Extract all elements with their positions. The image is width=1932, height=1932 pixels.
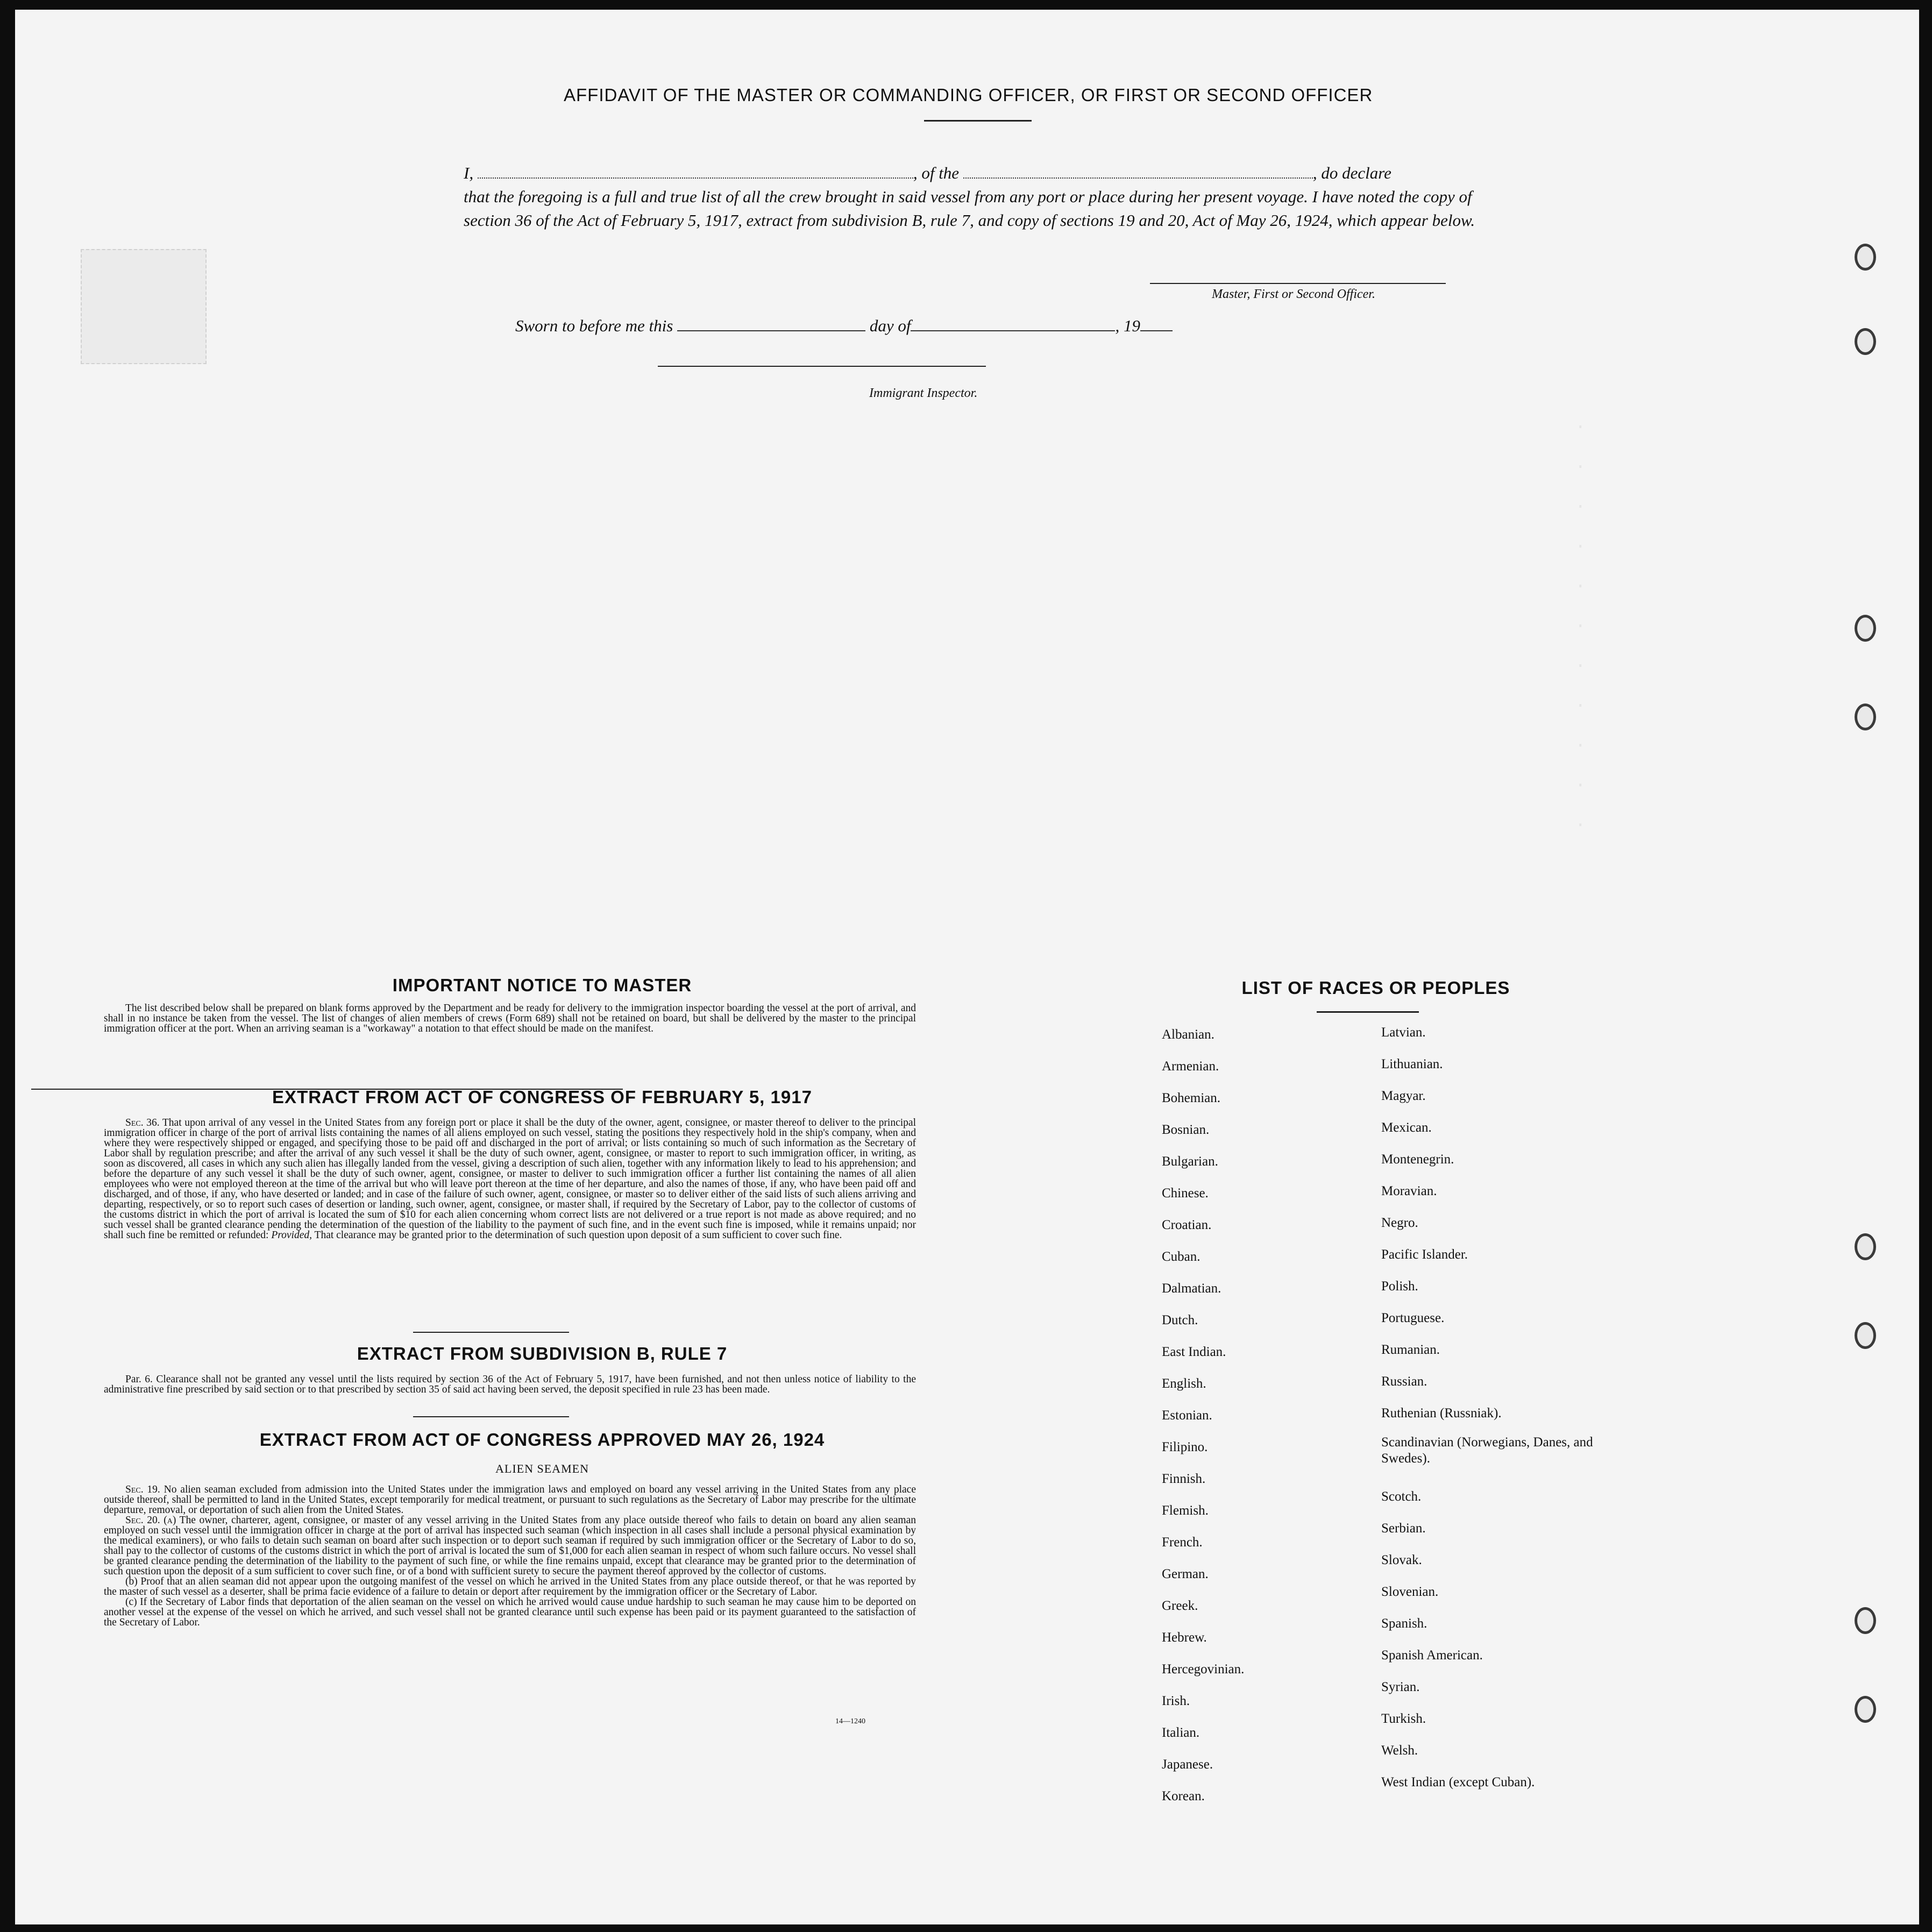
race-item: Syrian.: [1381, 1680, 1420, 1694]
sworn-day-of: day of: [869, 316, 911, 335]
races-column-1: [1162, 1024, 1366, 1817]
punch-hole: [1855, 244, 1876, 271]
extract-1917-body: [104, 1118, 916, 1240]
sworn-prefix: Sworn to before me this: [515, 316, 673, 335]
alien-seamen-subtitle: ALIEN SEAMEN: [495, 1462, 589, 1475]
decl-body: that the foregoing is a full and true list of all the crew brought in said vessel from any port or place during her present voyage. I have noted the copy of section 36 of the Act of February 5, 1917, extract from subdivision B, rule 7, and copy of sections 19 and 20, Act of May 26, 1924, which appear below.: [464, 187, 1475, 230]
punch-hole: [1855, 1696, 1876, 1723]
proviso-label: Provided,: [271, 1230, 312, 1241]
race-item: Portuguese.: [1381, 1311, 1445, 1325]
race-item: Estonian.: [1162, 1408, 1212, 1423]
decl-of-the: , of the: [913, 164, 960, 182]
sworn-month-blank: [911, 317, 1115, 331]
extract-1917-title: EXTRACT FROM ACT OF CONGRESS OF FEBRUARY 5, 1917: [272, 1087, 812, 1107]
sec19-label: Sec. 19.: [125, 1484, 160, 1495]
decl-i: I,: [464, 164, 474, 182]
punch-hole: [1855, 1322, 1876, 1349]
race-item: Croatian.: [1162, 1218, 1212, 1232]
race-item: Magyar.: [1381, 1089, 1426, 1103]
punch-hole: [1855, 1607, 1876, 1634]
race-item: Albanian.: [1162, 1027, 1214, 1042]
race-item: Japanese.: [1162, 1757, 1213, 1772]
race-item: Bohemian.: [1162, 1091, 1221, 1105]
extract-rule7-title: EXTRACT FROM SUBDIVISION B, RULE 7: [357, 1344, 728, 1363]
extract-1924-body: [104, 1484, 916, 1628]
race-item: Scotch.: [1381, 1489, 1422, 1504]
inspector-signature-line: [658, 366, 986, 367]
name-blank: [478, 165, 913, 179]
race-item: Rumanian.: [1381, 1343, 1440, 1357]
punch-hole: [1855, 704, 1876, 730]
notice-title: IMPORTANT NOTICE TO MASTER: [392, 975, 692, 995]
race-item: Russian.: [1381, 1374, 1427, 1389]
race-item: Chinese.: [1162, 1186, 1209, 1201]
race-item: Turkish.: [1381, 1711, 1426, 1726]
section-divider: [413, 1332, 569, 1333]
rule7-text: Par. 6. Clearance shall not be granted any vessel until the lists required by section 36 of the Act of February 5, 1917, have been furnished, and not then unless notice of liability to the administrative fine prescribed by said section or to that prescribed by section 35 of said act having been served, the deposit specified in rule 23 has been made.: [104, 1374, 916, 1395]
race-item: Finnish.: [1162, 1472, 1206, 1486]
affidavit-declaration: [464, 161, 1502, 232]
master-signature-line: [1150, 283, 1446, 284]
notice-body: [104, 1003, 916, 1034]
race-item: Latvian.: [1381, 1025, 1426, 1040]
race-item: East Indian.: [1162, 1345, 1226, 1359]
vessel-blank: [963, 165, 1313, 179]
sec20a-text: The owner, charterer, agent, consignee, or master of any vessel arriving in the United States from any place outside thereof who fails to detain on board any alien seaman employed on such vessel until the immigration officer in charge at the port of arrival has inspected such seaman (which inspection in all cases shall include a personal physical examination by the medical examiners), or who fails to detain such seaman on board after such inspection or to deport such seaman if required by such immigration officer or the Secretary of Labor to do so, shall pay to the collector of customs of the customs district in which the port of arrival is located the sum of $1,000 for each alien seaman in respect of whom such failure occurs. No vessel shall be granted clearance pending the determination of the liability to the payment of such fine, or while the fine remains unpaid, except that clearance may be granted prior to the determination of such question upon the deposit of a sum sufficient to cover such fine, or of a bond with sufficient surety to secure the payment thereof approved by the collector of customs.: [104, 1515, 916, 1577]
faint-stamp: [81, 249, 207, 364]
race-item: Hercegovinian.: [1162, 1662, 1245, 1677]
sec20b-label: (b): [125, 1576, 138, 1587]
punch-hole: [1855, 328, 1876, 355]
race-item: Filipino.: [1162, 1440, 1208, 1454]
race-item: Slovenian.: [1381, 1585, 1439, 1599]
race-item: Italian.: [1162, 1725, 1200, 1740]
affidavit-title: AFFIDAVIT OF THE MASTER OR COMMANDING OFFICER, OR FIRST OR SECOND OFFICER: [564, 85, 1373, 105]
race-item: Greek.: [1162, 1599, 1198, 1613]
extract-rule7-body: [104, 1374, 916, 1395]
document-page: [15, 10, 1919, 1924]
race-item: German.: [1162, 1567, 1209, 1581]
inspector-label: Immigrant Inspector.: [869, 386, 978, 400]
extract-1924-title: EXTRACT FROM ACT OF CONGRESS APPROVED MAY 26, 1924: [259, 1430, 825, 1450]
race-item: Serbian.: [1381, 1521, 1426, 1536]
race-item: Scandinavian (Norwegians, Danes, and Swedes).: [1381, 1435, 1593, 1466]
races-title: LIST OF RACES OR PEOPLES: [1241, 978, 1510, 998]
sworn-line: [515, 316, 1173, 336]
form-number: 14—1240: [835, 1717, 865, 1725]
notice-text: The list described below shall be prepared on blank forms approved by the Department and be ready for delivery to the immigration inspector boarding the vessel at the port of arrival, and shall in no instance be taken from the vessel. The list of changes of alien members of crews (Form 689) shall not be retained on board, but shall be delivered by the master to the principal immigration officer at the port. When an arriving seaman is a "workaway" a notation to that effect should be made on the manifest.: [104, 1003, 916, 1034]
race-item: Hebrew.: [1162, 1630, 1207, 1645]
race-item: Slovak.: [1381, 1553, 1422, 1567]
sworn-year: , 19: [1115, 316, 1140, 335]
race-item: Moravian.: [1381, 1184, 1437, 1198]
race-item: Armenian.: [1162, 1059, 1219, 1074]
affidavit-title-underline: [924, 120, 1032, 122]
race-item: English.: [1162, 1376, 1206, 1391]
race-item: Pacific Islander.: [1381, 1247, 1468, 1262]
race-item: Montenegrin.: [1381, 1152, 1454, 1167]
decl-do-declare: , do declare: [1312, 164, 1391, 182]
sec20c-text: If the Secretary of Labor finds that deportation of the alien seaman on the vessel on which he arrived would cause undue hardship to such seaman he may cause him to be deported on another vessel at the expense of the vessel on which he arrived, and such vessel shall not be granted clearance until such expense has been paid or its payment guaranteed to the satisfaction of the Secretary of Labor.: [104, 1596, 916, 1628]
sworn-year-blank: [1140, 317, 1173, 331]
race-item: Dutch.: [1162, 1313, 1198, 1327]
race-item: Welsh.: [1381, 1743, 1418, 1758]
race-item: Bosnian.: [1162, 1123, 1210, 1137]
race-item: Bulgarian.: [1162, 1154, 1218, 1169]
race-item: French.: [1162, 1535, 1203, 1550]
sec20b-text: Proof that an alien seaman did not appear upon the outgoing manifest of the vessel on which he arrived in the United States from any place outside thereof, or that he was reported by the master of such vessel as a deserter, shall be prima facie evidence of a failure to detain or deport after requirement by the immigration officer or the Secretary of Labor.: [104, 1576, 917, 1597]
master-signature-label: Master, First or Second Officer.: [1212, 287, 1375, 301]
race-item: Cuban.: [1162, 1249, 1201, 1264]
punch-hole: [1855, 1233, 1876, 1260]
race-item: Negro.: [1381, 1216, 1418, 1230]
race-item: Flemish.: [1162, 1503, 1209, 1518]
race-item: Spanish American.: [1381, 1648, 1483, 1663]
race-item: Irish.: [1162, 1694, 1190, 1708]
race-item: Polish.: [1381, 1279, 1418, 1294]
race-item: Korean.: [1162, 1789, 1205, 1803]
race-item: Spanish.: [1381, 1616, 1427, 1631]
sec20c-label: (c): [125, 1596, 137, 1608]
race-item: Dalmatian.: [1162, 1281, 1221, 1296]
race-item: West Indian (except Cuban).: [1381, 1775, 1535, 1789]
punch-hole: [1855, 615, 1876, 642]
race-item: Mexican.: [1381, 1120, 1432, 1135]
race-item: Ruthenian (Russniak).: [1381, 1406, 1502, 1420]
proviso-text: That clearance may be granted prior to the determination of such question upon deposit of a sum sufficient to cover such fine.: [314, 1230, 842, 1241]
races-title-underline: [1317, 1011, 1419, 1013]
sworn-day-blank: [677, 317, 865, 331]
sec19-text: No alien seaman excluded from admission into the United States under the immigration laws and employed on board any vessel arriving in the United States from any place outside thereof, shall be permitted to land in the United States, except temporarily for medical treatment, or pursuant to such regulations as the Secretary of Labor may prescribe for the ultimate departure, removal, or deportation of such alien from the United States.: [104, 1484, 916, 1516]
bleed-through-marks: · · · · · · · · · · ·: [1575, 417, 1586, 836]
sec20-label: Sec. 20. (a): [125, 1515, 176, 1526]
races-column-2: [1381, 1022, 1607, 1803]
sec36-text: That upon arrival of any vessel in the United States from any foreign port or place it shall be the duty of the owner, agent, consignee, or master thereof to deliver to the principal immigration officer in charge of the port of arrival lists containing the names of all aliens employed on such vessel, stating the positions they respectively hold in the ship's company, when and where they were respectively shipped or engaged, and specifying those to be paid off and discharged in the port of arrival; or lists containing so much of such information as the Secretary of Labor shall by regulation prescribe; and after the arrival of any such vessel it shall be the duty of such owner, agent, consignee, or master to report to such immigration officer, in writing, as soon as discovered, all cases in which any such alien has illegally landed from the vessel, giving a description of such alien, together with any information likely to lead to his apprehension; and before the departure of any such vessel it shall be the duty of such owner, agent, consignee, or master to deliver to such immigration officer a further list containing the names of all alien employees who were not employed thereon at the time of the arrival but who will leave port thereon at the time of her departure, and also the names of those, if any, who have been paid off and discharged, and of those, if any, who have deserted or landed; and in case of the failure of such owner, agent, consignee, or master so to deliver either of the said lists of such aliens arriving and departing, respectively, or so to report such cases of desertion or landing, such owner, agent, consignee, or master shall, if required by the Secretary of Labor, pay to the collector of customs of the customs district in which the port of arrival is located the sum of $10 for each alien concerning whom correct lists are not delivered or a true report is not made as above required; and no such vessel shall be granted clearance pending the determination of the question of the liability to the payment of such fine, and in the event such fine is imposed, while it remains unpaid; nor shall such fine be remitted or refunded:: [104, 1117, 916, 1241]
section-divider: [413, 1416, 569, 1417]
sec36-label: Sec. 36.: [125, 1117, 160, 1128]
race-item: Lithuanian.: [1381, 1057, 1443, 1071]
